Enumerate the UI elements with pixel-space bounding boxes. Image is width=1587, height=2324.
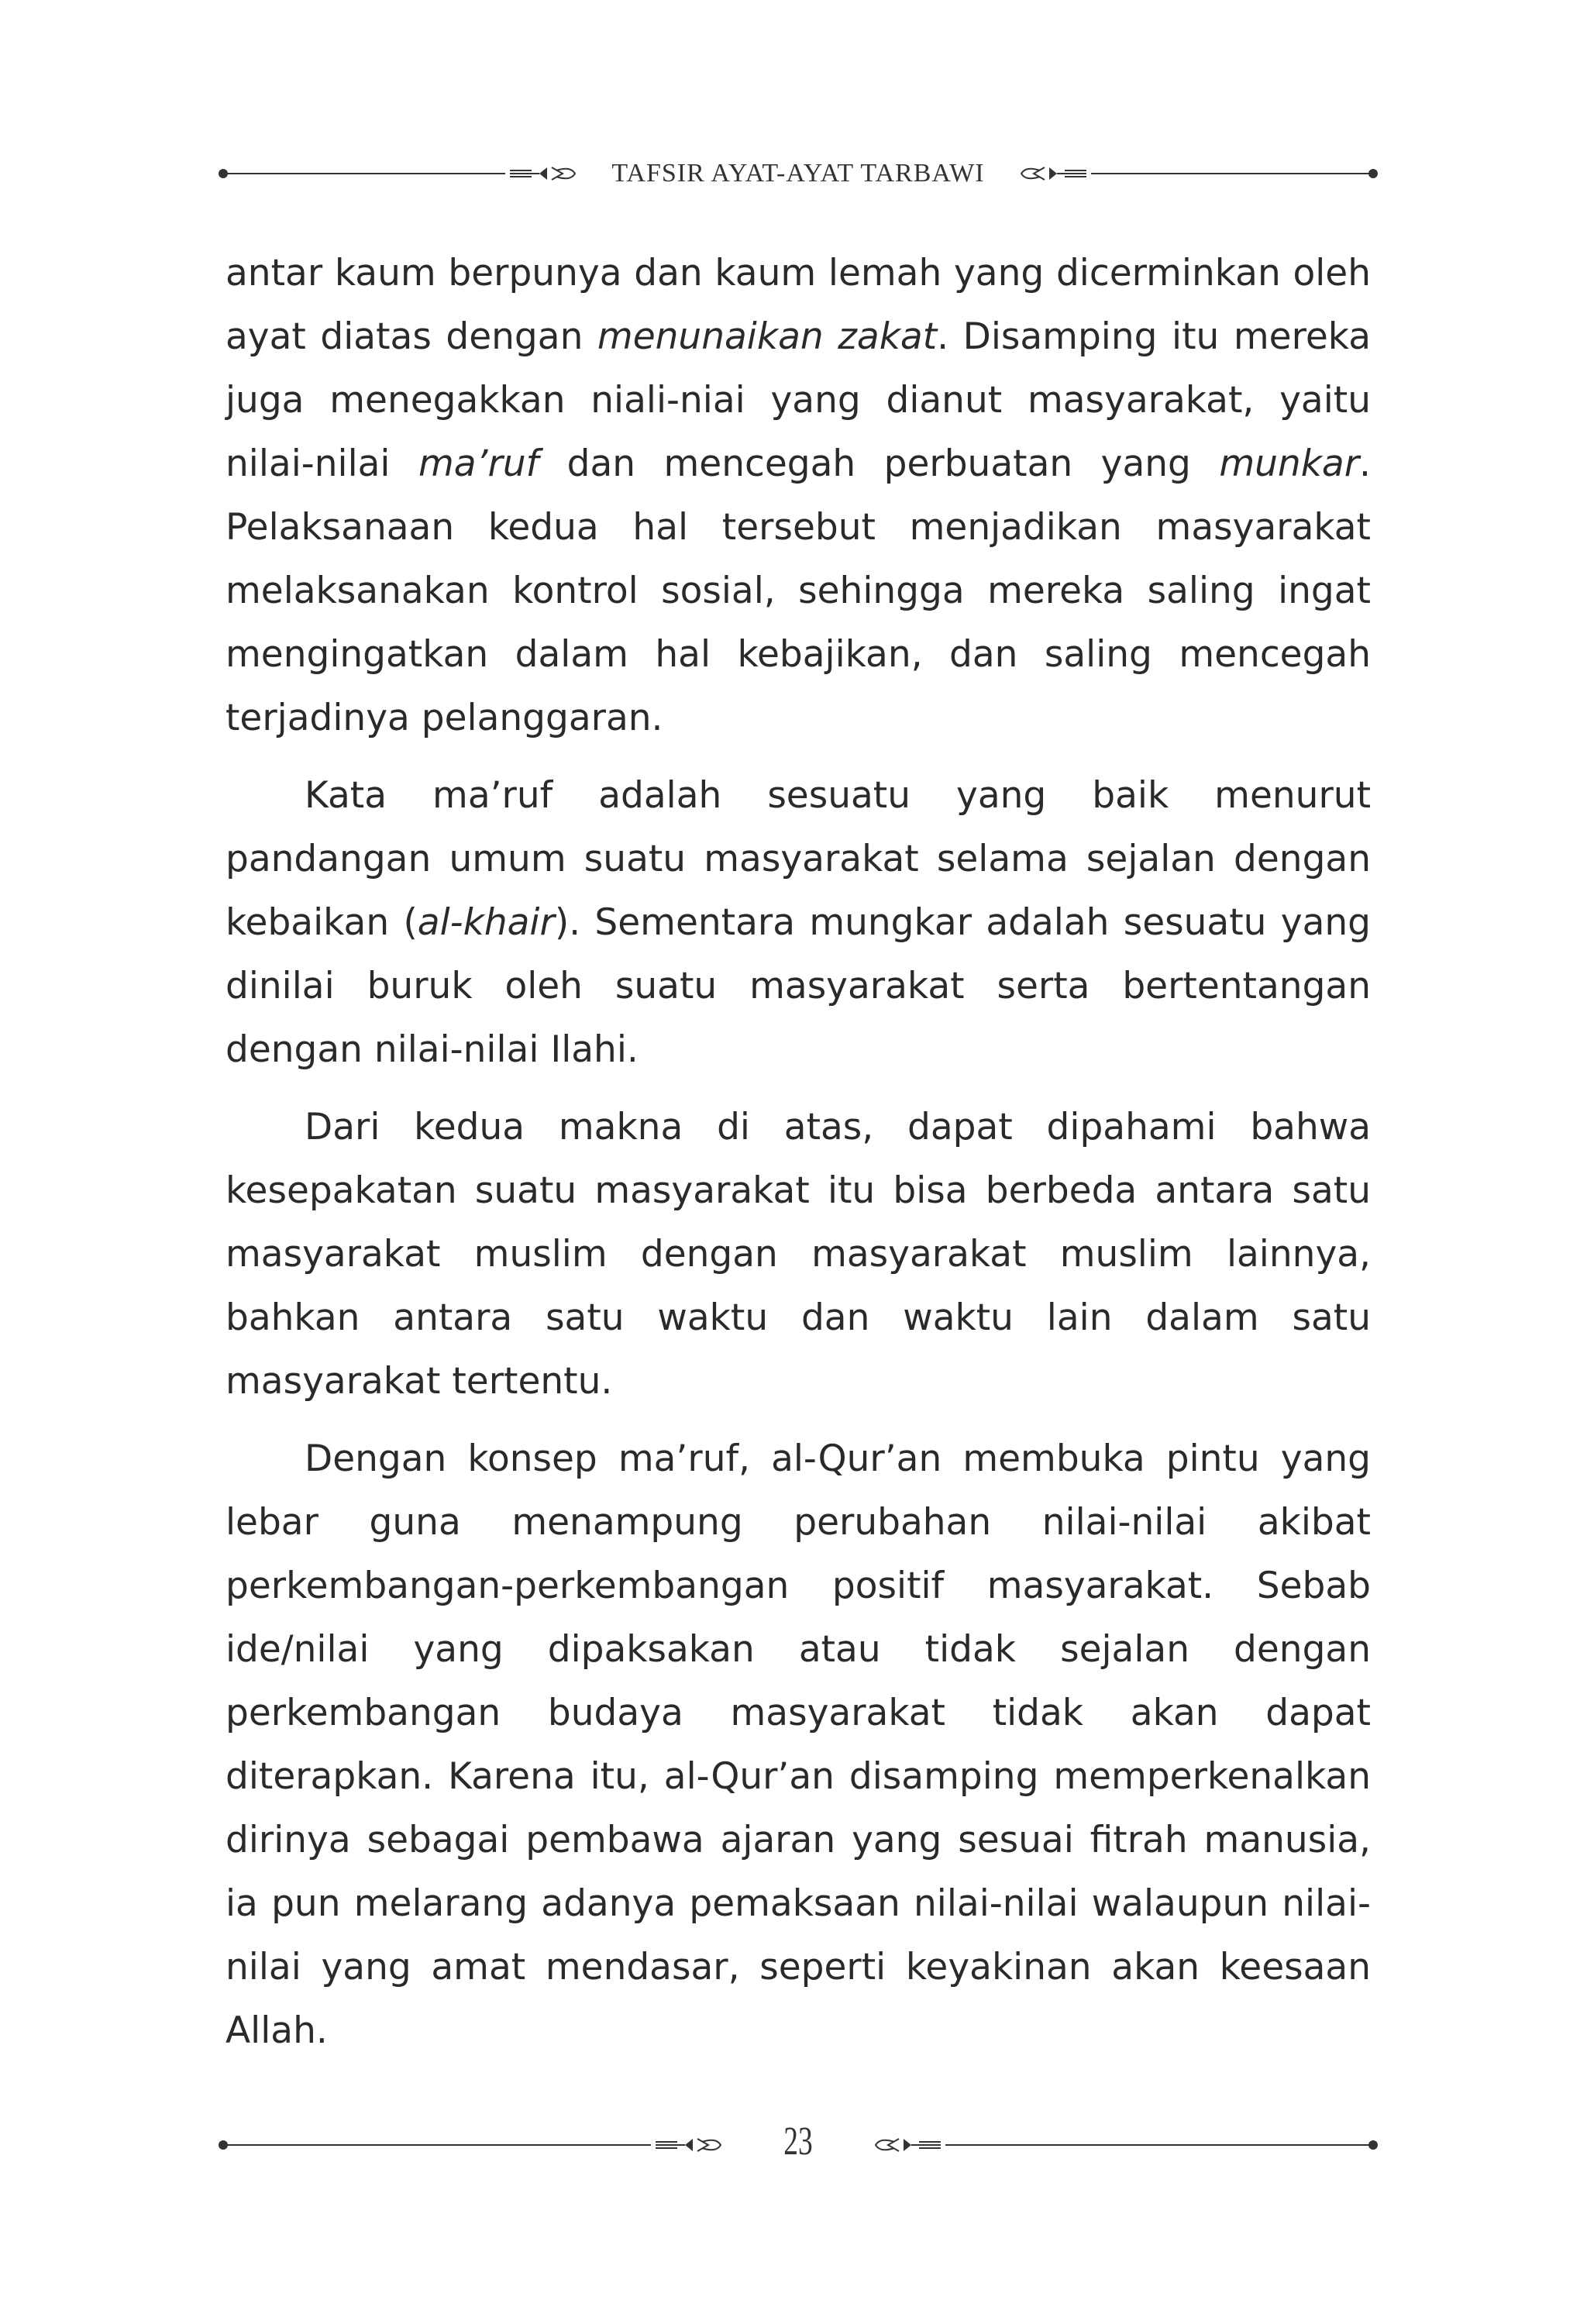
scroll-ornament-icon <box>874 2134 942 2156</box>
rule-end-dot <box>1368 169 1378 178</box>
body-paragraph <box>225 242 1371 750</box>
body-paragraph <box>225 1427 1371 2063</box>
scroll-ornament-icon <box>1020 163 1088 184</box>
page-number: 23 <box>783 2119 813 2164</box>
body-paragraph <box>225 764 1371 1082</box>
page-body <box>225 242 1371 2077</box>
text-run: antar kaum berpunya dan kaum lemah yang dicerminkan oleh ayat diatas dengan <box>225 252 1371 358</box>
header-rule-line-right <box>1091 173 1370 174</box>
text-run: Kata ma’ruf adalah sesuatu yang baik menurut pandangan umum suatu masyarakat selama sejalan dengan kebaikan ( <box>225 774 1371 944</box>
running-header <box>219 158 1378 189</box>
italic-term: menunaikan zakat <box>597 315 938 358</box>
italic-term: ma’ruf <box>418 442 539 485</box>
body-paragraph <box>225 1096 1371 1413</box>
text-run: ). Sementara mungkar adalah sesuatu yang dinilai buruk oleh suatu masyarakat serta bertentangan dengan nilai-nilai Ilahi. <box>225 901 1371 1071</box>
text-run: dan mencegah perbuatan yang <box>539 442 1220 485</box>
italic-term: munkar <box>1219 442 1360 485</box>
italic-term: al-khair <box>417 901 555 944</box>
page-footer <box>219 2119 1378 2164</box>
text-run: . Disamping itu mereka juga menegakkan niali-niai yang dianut masyarakat, yaitu nilai-nilai <box>225 315 1371 485</box>
footer-rule-line-right <box>945 2144 1370 2146</box>
text-run: . Pelaksanaan kedua hal tersebut menjadikan masyarakat melaksanakan kontrol sosial, sehingga mereka saling ingat mengingatkan dalam hal kebajikan, dan saling mencegah terjadinya pelanggaran. <box>225 442 1371 739</box>
text-run: Dengan konsep ma’ruf, al-Qur’an membuka pintu yang lebar guna menampung perubahan nilai-nilai akibat perkembangan-perkembangan positif masyarakat. Sebab ide/nilai yang dipaksakan atau tidak sejalan dengan perkembangan budaya masyarakat tidak akan dapat diterapkan. Karena itu, al-Qur’an disamping memperkenalkan dirinya sebagai pembawa ajaran yang sesuai fitrah manusia, ia pun melarang adanya pemaksaan nilai-nilai walaupun nilai-nilai yang amat mendasar, seperti keyakinan akan keesaan Allah. <box>225 1437 1371 2052</box>
rule-end-dot <box>1368 2140 1378 2150</box>
text-run: Dari kedua makna di atas, dapat dipahami bahwa kesepakatan suatu masyarakat itu bisa berbeda antara satu masyarakat muslim dengan masyarakat muslim lainnya, bahkan antara satu waktu dan waktu lain dalam satu masyarakat tertentu. <box>225 1106 1371 1403</box>
running-title: TAFSIR AYAT-AYAT TARBAWI <box>611 159 985 188</box>
